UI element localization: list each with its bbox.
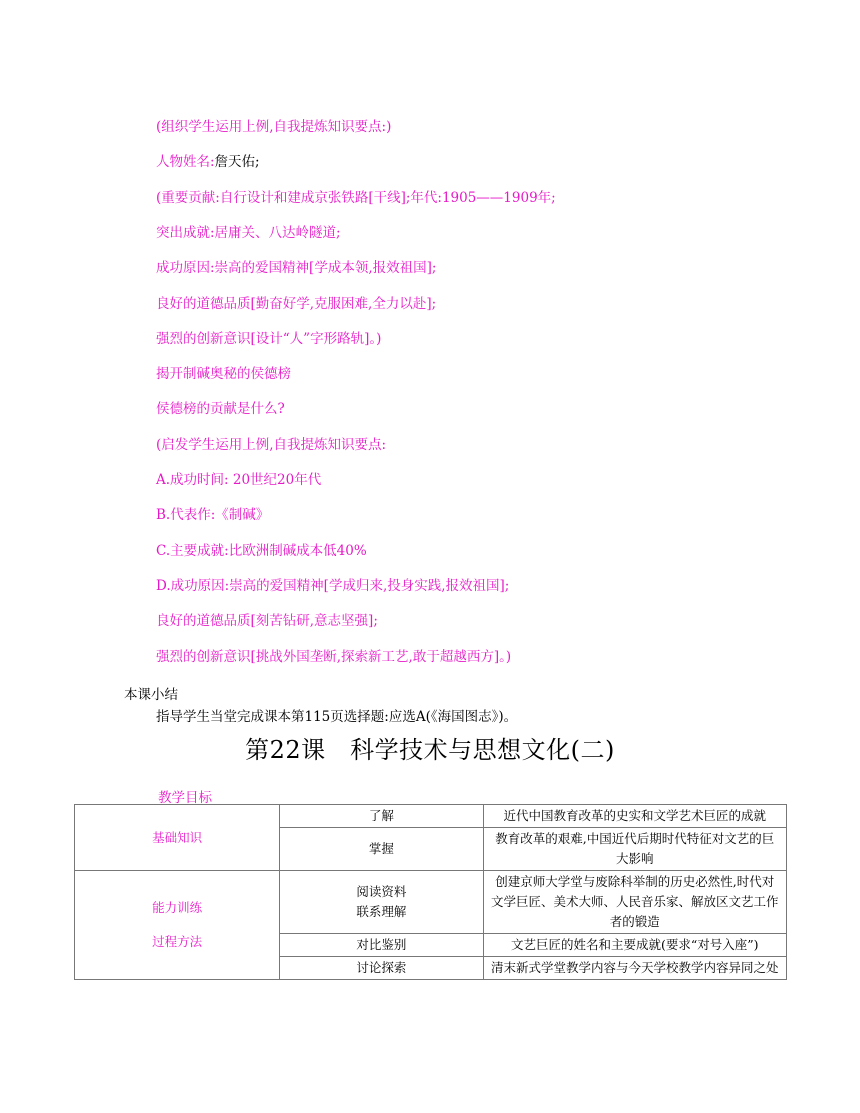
method-cell: 了解 [280, 805, 483, 828]
teaching-goals-table [74, 804, 787, 980]
content-cell: 创建京师大学堂与废除科举制的历史必然性,时代对文学巨匠、美术大师、人民音乐家、解放区文艺工作者的锻造 [483, 871, 786, 934]
note-line [156, 471, 321, 489]
note-text: 良好的道德品质[勤奋好学,克服困难,全力以赴]; [156, 295, 437, 312]
note-text: 侯德榜的贡献是什么? [156, 401, 285, 418]
note-line [156, 153, 260, 171]
note-text: C.主要成就:比欧洲制碱成本低40% [156, 542, 367, 559]
teaching-goals-label: 教学目标 [158, 790, 212, 806]
note-line [156, 259, 436, 277]
lesson-title: 第22课 科学技术与思想文化(二) [245, 736, 615, 764]
note-line [156, 295, 436, 313]
method-cell: 掌握 [280, 828, 483, 871]
note-line [156, 400, 285, 418]
category-label: 能力训练 [152, 900, 203, 915]
note-line [156, 118, 391, 136]
category-label: 过程方法 [152, 934, 203, 949]
note-line [156, 436, 386, 454]
note-text: (启发学生运用上例,自我提炼知识要点: [156, 436, 387, 453]
note-line [156, 189, 556, 207]
table-row [75, 805, 787, 828]
note-line [156, 612, 378, 630]
table-row [75, 871, 787, 934]
note-text: D.成功原因:崇高的爱国精神[学成归来,投身实践,报效祖国]; [156, 577, 510, 594]
note-text: 强烈的创新意识[挑战外国垄断,探索新工艺,敢于超越西方]。) [156, 648, 512, 665]
method-cell: 讨论探索 [280, 957, 483, 980]
note-text: 成功原因:崇高的爱国精神[学成本领,报效祖国]; [156, 260, 437, 277]
method-cell: 对比鉴别 [280, 934, 483, 957]
note-text: 强烈的创新意识[设计“人”字形路轨]。) [156, 330, 382, 347]
content-cell: 清末新式学堂教学内容与今天学校教学内容异同之处 [483, 957, 786, 980]
note-text: 人物姓名: [156, 154, 215, 171]
note-line [156, 506, 269, 524]
content-cell: 文艺巨匠的姓名和主要成就(要求“对号入座”) [483, 934, 786, 957]
summary-text: 指导学生当堂完成课本第115页选择题:应选A(《海国图志》)。 [156, 709, 518, 725]
content-cell: 近代中国教育改革的史实和文学艺术巨匠的成就 [483, 805, 786, 828]
note-text: 突出成就:居庸关、八达岭隧道; [156, 224, 341, 241]
note-line [156, 224, 341, 242]
note-text: (重要贡献:自行设计和建成京张铁路[干线];年代:1905——1909年; [156, 189, 556, 206]
note-line [156, 648, 511, 666]
note-text: (组织学生运用上例,自我提炼知识要点:) [156, 119, 392, 135]
method-line: 阅读资料 [356, 884, 407, 899]
method-cell [280, 871, 483, 934]
note-text: 良好的道德品质[刻苦钻研,意志坚强]; [156, 613, 378, 630]
note-text: 詹天佑; [214, 154, 260, 171]
content-cell: 教育改革的艰难,中国近代后期时代特征对文艺的巨大影响 [483, 828, 786, 871]
note-text: B.代表作:《制碱》 [156, 507, 270, 524]
note-text: 揭开制碱奥秘的侯德榜 [156, 366, 291, 383]
category-basic-knowledge: 基础知识 [75, 805, 280, 871]
note-line [156, 542, 367, 560]
note-line [156, 365, 291, 383]
method-line: 联系理解 [356, 904, 407, 919]
note-text: A.成功时间: 20世纪20年代 [156, 472, 322, 488]
note-line [156, 577, 509, 595]
note-line [156, 330, 381, 348]
category-ability-process [75, 871, 280, 980]
summary-heading: 本课小结 [124, 687, 178, 703]
